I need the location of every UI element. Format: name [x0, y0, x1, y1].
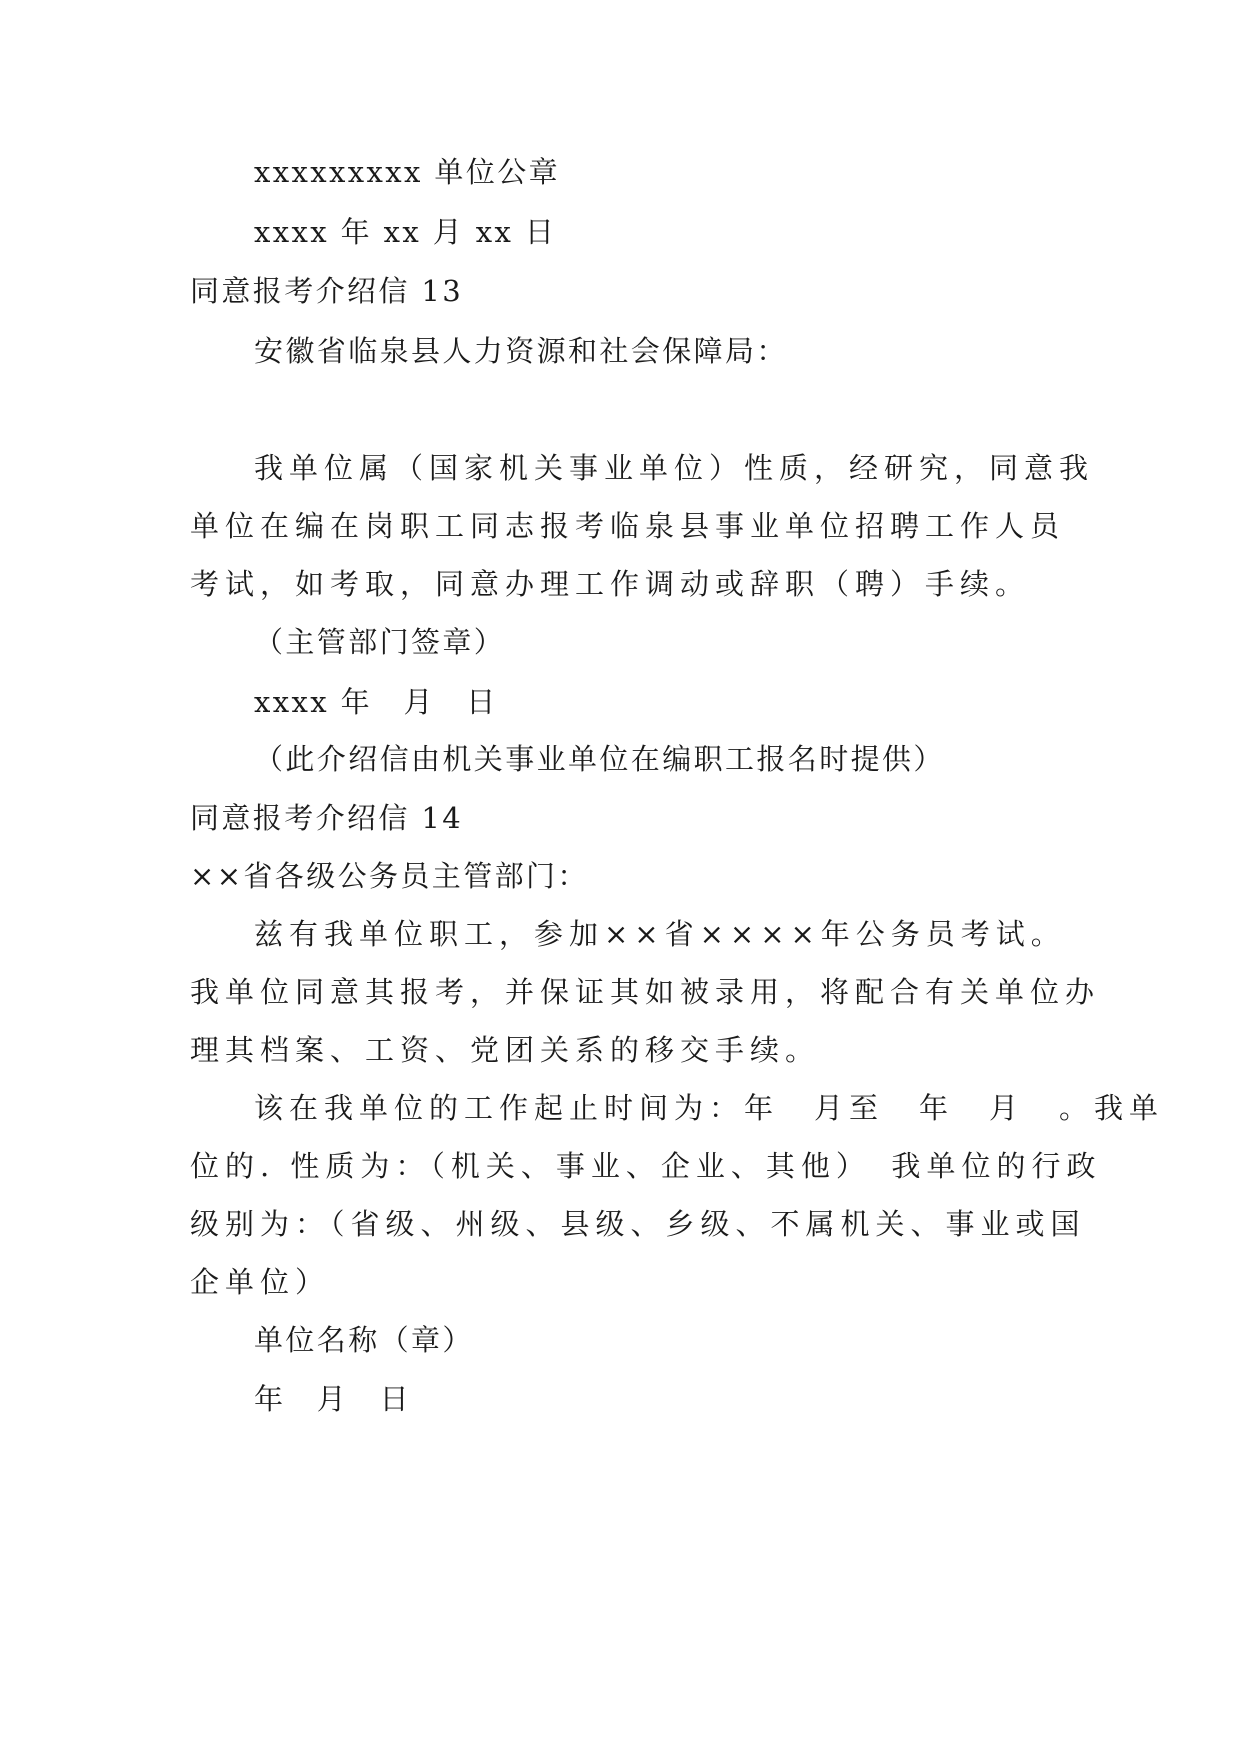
letter-14-para2-line-4: 企单位）	[190, 1265, 331, 1299]
letter-13-body-line-3: 考试，如考取，同意办理工作调动或辞职（聘）手续。	[190, 567, 1031, 601]
letter-13-addressee: 安徽省临泉县人力资源和社会保障局：	[254, 334, 788, 368]
letter-13-sign: （主管部门签章）	[254, 625, 506, 659]
letter-13-note: （此介绍信由机关事业单位在编职工报名时提供）	[254, 742, 945, 776]
letter-14-para2-line-2: 位的. 性质为：（机关、事业、企业、其他） 我单位的行政	[190, 1149, 1102, 1183]
letter-13-body-line-1: 我单位属（国家机关事业单位）性质，经研究，同意我	[254, 451, 1095, 485]
letter-13-body-line-2: 单位在编在岗职工同志报考临泉县事业单位招聘工作人员	[190, 509, 1066, 543]
letter-14-para2-line-1: 该在我单位的工作起止时间为：年 月至 年 月 。我单	[254, 1091, 1165, 1125]
letter-13-date: xxxx 年 月 日	[254, 685, 498, 719]
letter-14-para2-line-3: 级别为：（省级、州级、县级、乡级、不属机关、事业或国	[190, 1207, 1086, 1241]
letter-14-title: 同意报考介绍信 14	[190, 801, 464, 835]
letter-14-para1-line-1: 兹有我单位职工，参加××省××××年公务员考试。	[254, 917, 1066, 951]
seal-date-line: xxxx 年 xx 月 xx 日	[254, 215, 557, 249]
unit-seal-line: xxxxxxxxx 单位公章	[254, 155, 561, 189]
letter-14-date: 年 月 日	[254, 1382, 412, 1416]
letter-14-sign: 单位名称（章）	[254, 1323, 474, 1357]
letter-14-para1-line-3: 理其档案、工资、党团关系的移交手续。	[190, 1033, 821, 1067]
letter-13-title: 同意报考介绍信 13	[190, 274, 464, 308]
letter-14-para1-line-2: 我单位同意其报考，并保证其如被录用，将配合有关单位办	[190, 975, 1101, 1009]
letter-14-addressee: ××省各级公务员主管部门：	[190, 859, 589, 893]
